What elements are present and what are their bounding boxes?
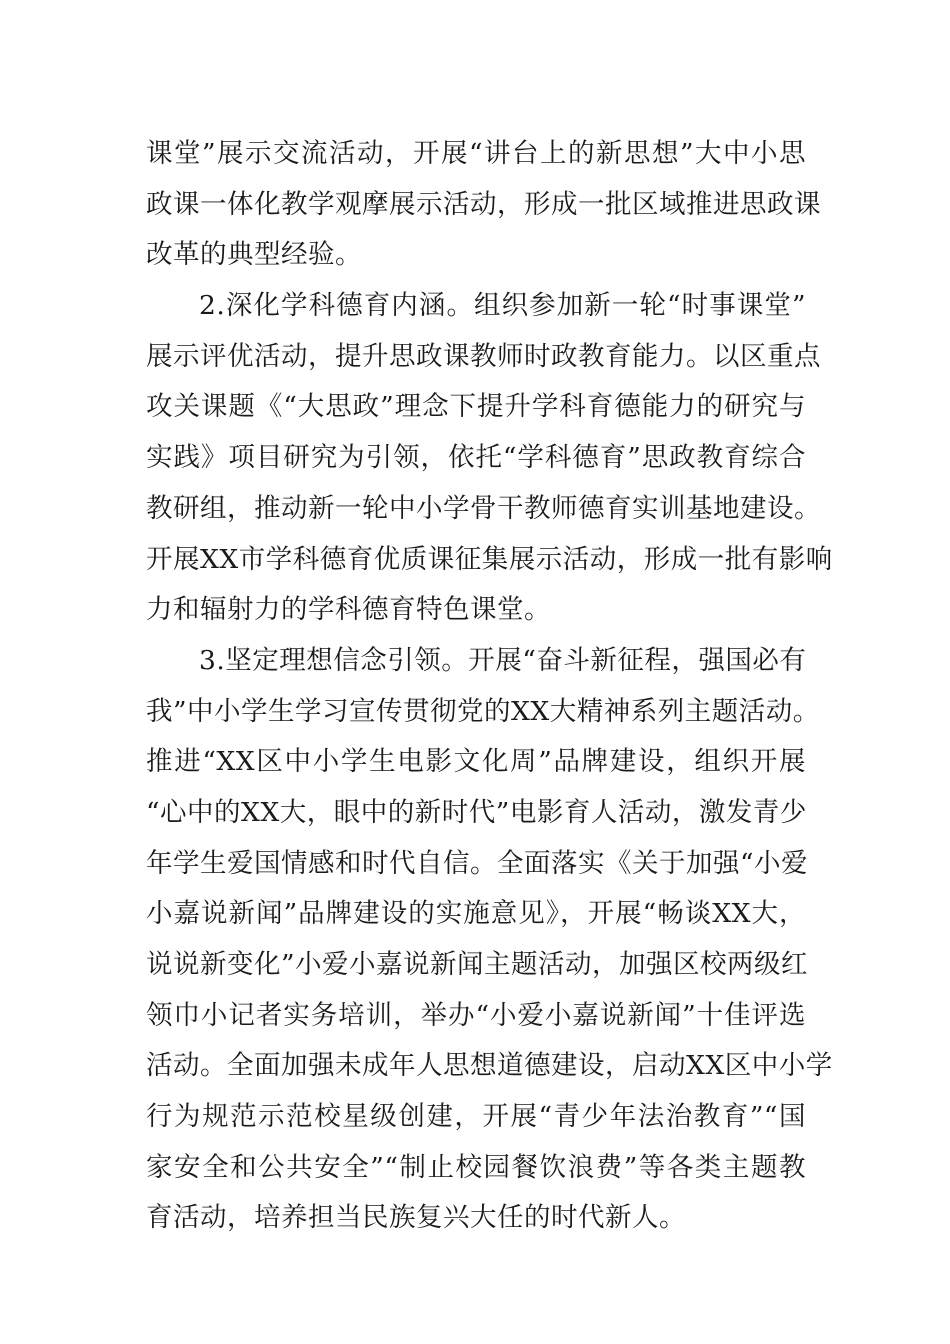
paragraph-3 — [146, 636, 833, 1244]
text-line: 攻关课题《“大思政”理念下提升学科育德能力的研究与 — [146, 391, 806, 423]
text-line: 2.深化学科德育内涵。组织参加新一轮“时事课堂” — [199, 290, 806, 322]
text-line: 说说新变化”小爱小嘉说新闻主题活动，加强区校两级红 — [146, 949, 809, 980]
text-line: 活动。全面加强未成年人思想道德建设，启动XX区中小学 — [146, 1050, 833, 1082]
text-line: 实践》项目研究为引领，依托“学科德育”思政教育综合 — [146, 442, 806, 474]
text-line: 展示评优活动，提升思政课教师时政教育能力。以区重点 — [146, 340, 821, 372]
text-line: 育活动，培养担当民族复兴大任的时代新人。 — [146, 1202, 686, 1234]
text-line: 小嘉说新闻”品牌建设的实施意见》，开展“畅谈XX大， — [146, 898, 806, 930]
text-line: 家安全和公共安全”“制止校园餐饮浪费”等各类主题教 — [146, 1151, 806, 1183]
text-line: “心中的XX大，眼中的新时代”电影育人活动，激发青少 — [146, 796, 807, 828]
text-line: 我”中小学生学习宣传贯彻党的XX大精神系列主题活动。 — [146, 695, 820, 727]
text-line: 领巾小记者实务培训，举办“小爱小嘉说新闻”十佳评选 — [146, 999, 806, 1031]
text-line: 政课一体化教学观摩展示活动，形成一批区域推进思政课 — [146, 188, 821, 220]
text-line: 课堂”展示交流活动，开展“讲台上的新思想”大中小思 — [146, 138, 806, 169]
paragraph-1 — [146, 129, 821, 281]
text-line: 教研组，推动新一轮中小学骨干教师德育实训基地建设。 — [146, 492, 821, 524]
text-line: 开展XX市学科德育优质课征集展示活动，形成一批有影响 — [146, 543, 833, 575]
document-body — [146, 129, 833, 1244]
text-line: 行为规范示范校星级创建，开展“青少年法治教育”“国 — [146, 1101, 806, 1133]
text-line: 改革的典型经验。 — [146, 239, 362, 271]
text-line: 3.坚定理想信念引领。开展“奋斗新征程，强国必有 — [199, 644, 807, 676]
text-line: 年学生爱国情感和时代自信。全面落实《关于加强“小爱 — [146, 847, 809, 879]
text-line: 力和辐射力的学科德育特色课堂。 — [146, 594, 551, 626]
text-line: 推进“XX区中小学生电影文化周”品牌建设，组织开展 — [146, 746, 806, 778]
paragraph-2 — [146, 281, 833, 636]
